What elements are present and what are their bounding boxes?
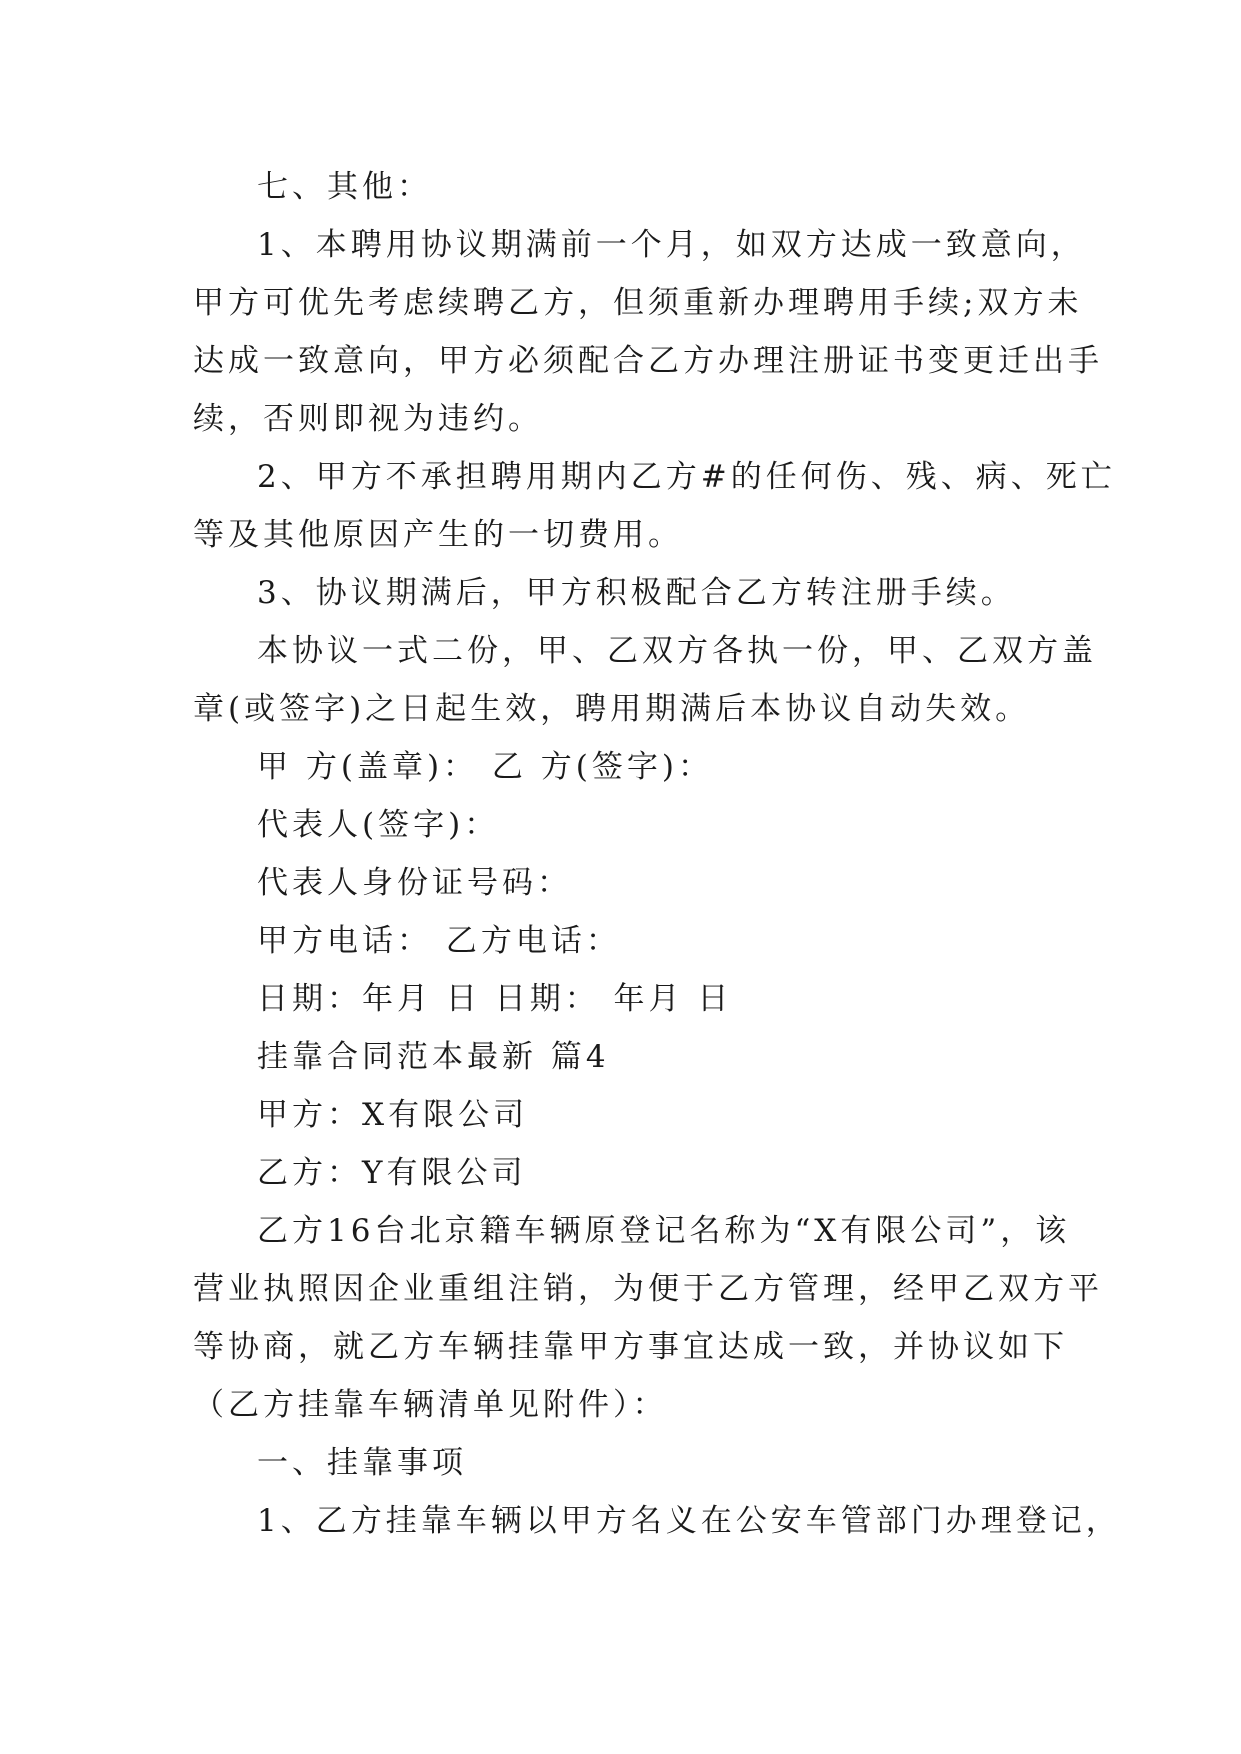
phone-line: 甲方电话： 乙方电话： — [257, 923, 621, 959]
clause-line: 1、乙方挂靠车辆以甲方名义在公安车管部门办理登记， — [257, 1503, 1121, 1539]
copies-clause — [193, 622, 1097, 738]
representative-id-line: 代表人身份证号码： — [257, 865, 572, 901]
heading-line: 一、挂靠事项 — [257, 1445, 467, 1481]
seal-line: 甲 方(盖章)： 乙 方(签字)： — [257, 749, 713, 785]
representative-line: 代表人(签字)： — [257, 807, 500, 843]
preamble-line: 营业执照因企业重组注销，为便于乙方管理，经甲乙双方平 — [193, 1271, 1103, 1307]
party-a-line: 甲方：X有限公司 — [257, 1097, 529, 1133]
signature-block — [193, 738, 1073, 1028]
section-heading-one — [193, 1434, 1073, 1492]
clause-2 — [193, 448, 1116, 564]
clause-line: 续，否则即视为违约。 — [193, 401, 543, 437]
contract-title — [193, 1028, 1073, 1086]
clause-line: 2、甲方不承担聘用期内乙方#的任何伤、残、病、死亡 — [257, 459, 1116, 495]
document-body — [193, 158, 1121, 1550]
preamble — [193, 1202, 1103, 1434]
clause-line: 甲方可优先考虑续聘乙方，但须重新办理聘用手续;双方未 — [193, 285, 1083, 321]
preamble-line: 乙方16台北京籍车辆原登记名称为“X有限公司”，该 — [257, 1213, 1071, 1249]
party-b-line: 乙方：Y有限公司 — [257, 1155, 527, 1191]
date-line: 日期：年月 日 日期： 年月 日 — [257, 981, 733, 1017]
clause-line: 1、本聘用协议期满前一个月，如双方达成一致意向， — [257, 227, 1086, 263]
clause-line: 本协议一式二份，甲、乙双方各执一份，甲、乙双方盖 — [257, 633, 1097, 669]
preamble-line: 等协商，就乙方车辆挂靠甲方事宜达成一致，并协议如下 — [193, 1329, 1068, 1365]
clause-line: 等及其他原因产生的一切费用。 — [193, 517, 683, 553]
clause-3 — [193, 564, 1073, 622]
clause-1 — [193, 216, 1103, 448]
clause-line: 3、协议期满后，甲方积极配合乙方转注册手续。 — [257, 575, 1016, 611]
clause-line: 达成一致意向，甲方必须配合乙方办理注册证书变更迁出手 — [193, 343, 1103, 379]
title-line: 挂靠合同范本最新 篇4 — [257, 1039, 610, 1075]
heading-line: 七、其他： — [257, 169, 432, 205]
section-one-clause-1 — [193, 1492, 1121, 1550]
preamble-line: （乙方挂靠车辆清单见附件）： — [193, 1387, 668, 1423]
clause-line: 章(或签字)之日起生效，聘用期满后本协议自动失效。 — [193, 691, 1031, 727]
parties — [193, 1086, 1073, 1202]
section-heading-other — [193, 158, 1073, 216]
